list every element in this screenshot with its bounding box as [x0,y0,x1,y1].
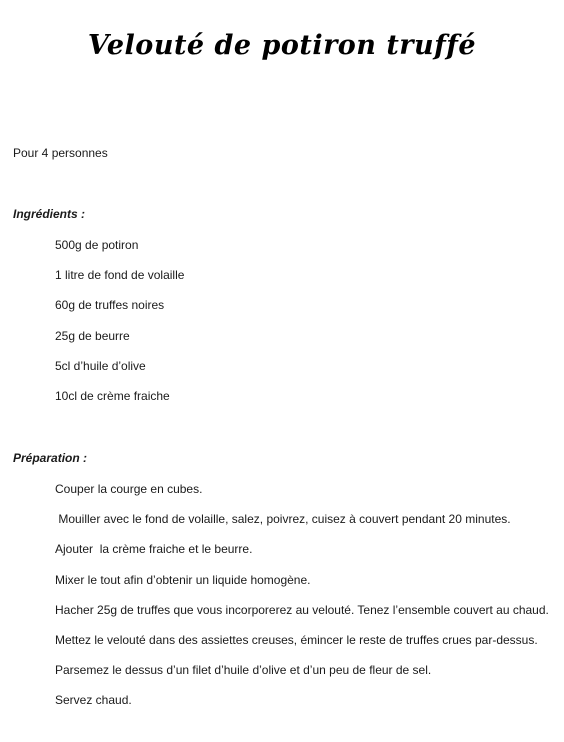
preparation-step: Mettez le velouté dans des assiettes creuses, émincer le reste de truffes crues par-dessus. [55,632,538,647]
preparation-step: Parsemez le dessus d’un filet d’huile d’olive et d’un peu de fleur de sel. [55,663,432,678]
preparation-step: Hacher 25g de truffes que vous incorporerez au velouté. Tenez l’ensemble couvert au chaud. [55,602,549,617]
recipe-title: Velouté de potiron truffé [87,30,477,61]
ingredient-item: 5cl d’huile d’olive [55,358,146,373]
ingredient-item: 60g de truffes noires [55,298,165,313]
ingredient-item: 10cl de crème fraiche [55,388,170,403]
preparation-step: Mouiller avec le fond de volaille, salez, poivrez, cuisez à couvert pendant 20 minutes. [55,512,511,527]
ingredient-item: 25g de beurre [55,328,130,343]
preparation-step: Mixer le tout afin d’obtenir un liquide homogène. [55,572,311,587]
ingredient-item: 1 litre de fond de volaille [55,268,185,283]
preparation-heading: Préparation : [13,451,88,465]
ingredient-item: 500g de potiron [55,238,139,252]
preparation-step: Couper la courge en cubes. [55,482,203,496]
preparation-step: Ajouter la crème fraiche et le beurre. [55,542,253,557]
preparation-steps [55,482,549,724]
ingredients-heading: Ingrédients : [13,207,86,221]
preparation-step: Servez chaud. [55,693,132,708]
servings-text: Pour 4 personnes [13,146,108,160]
ingredients-list [55,238,184,419]
